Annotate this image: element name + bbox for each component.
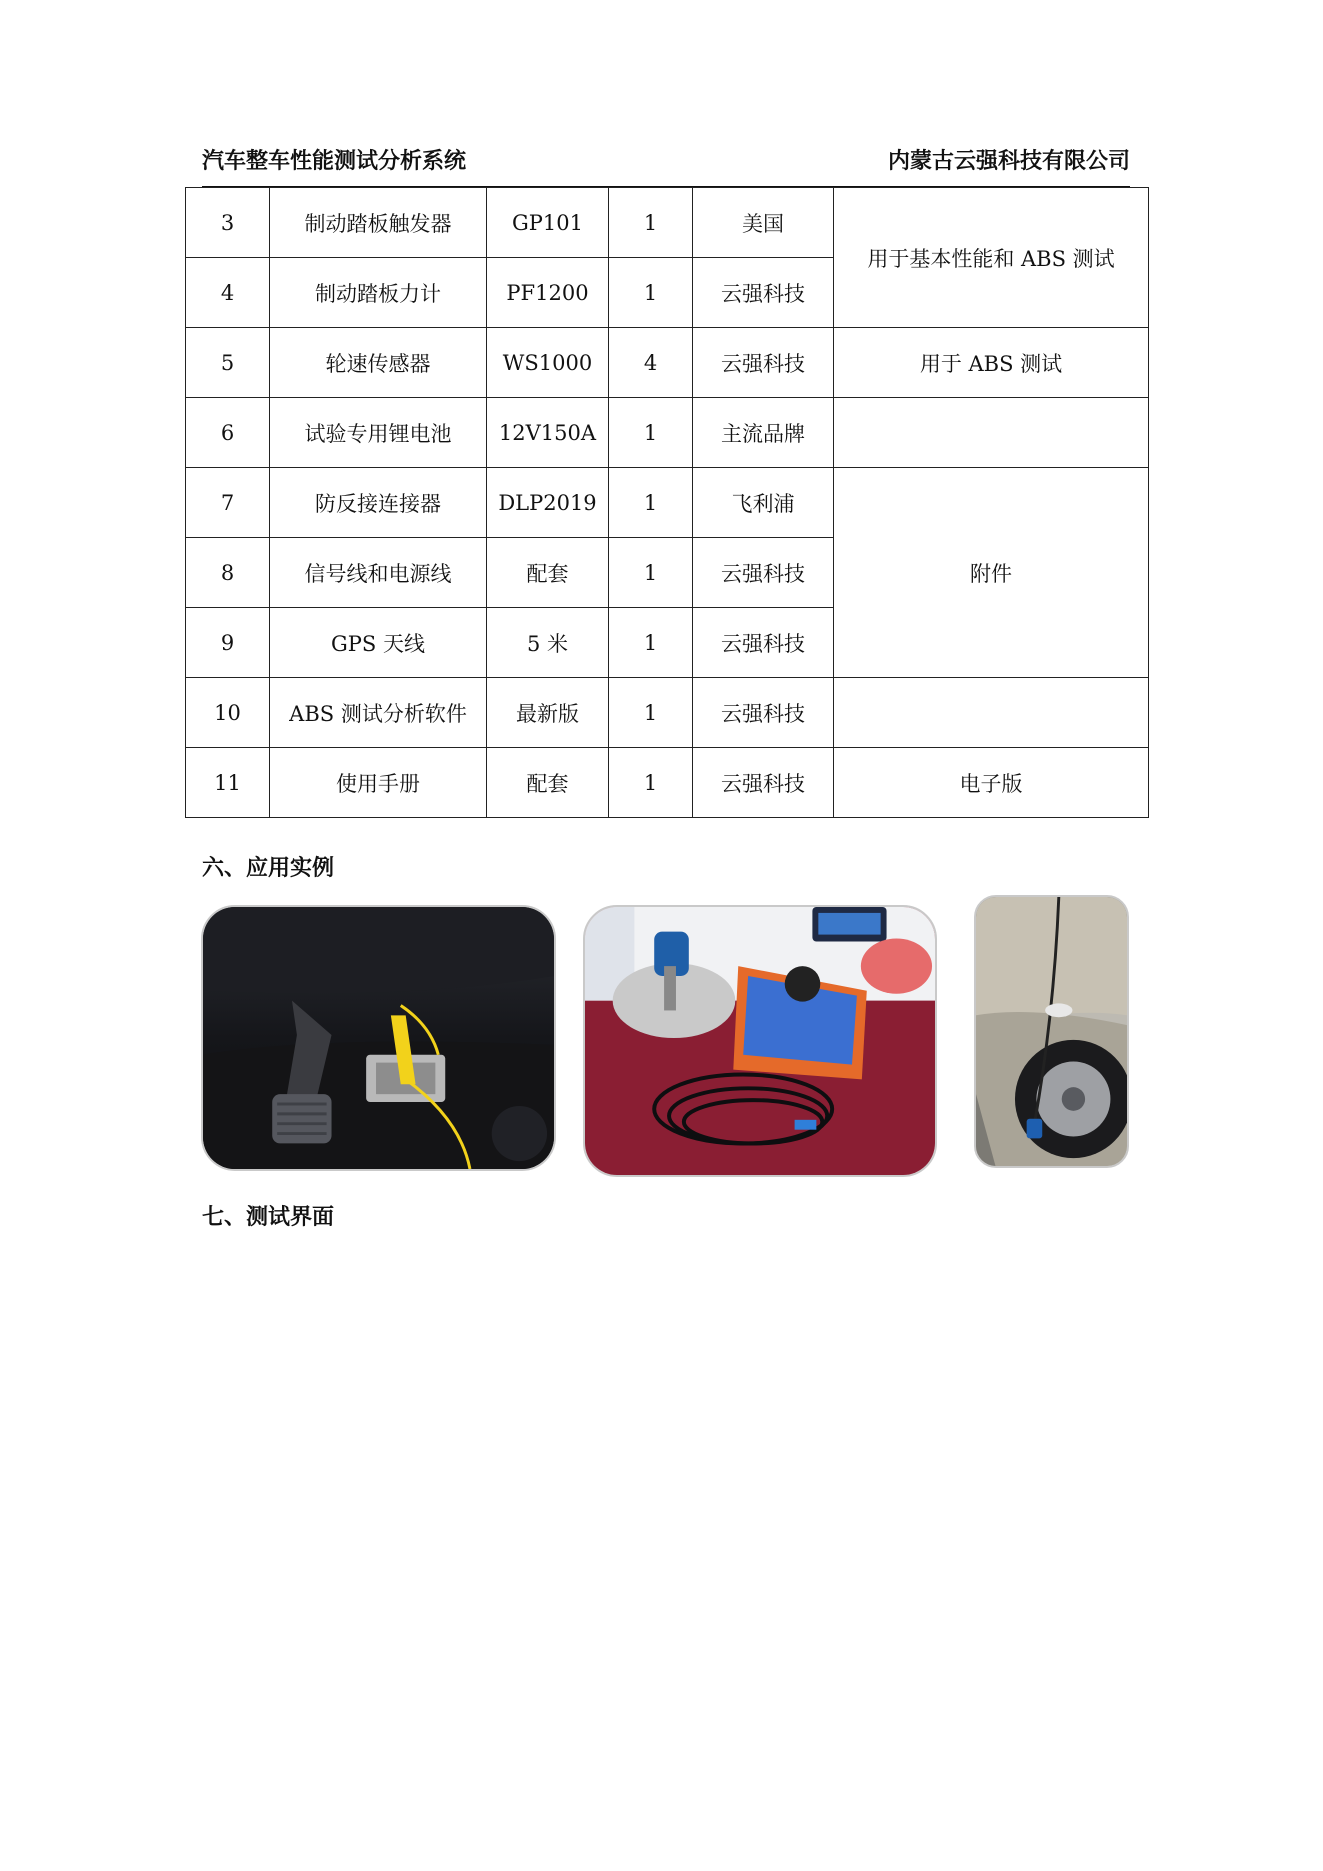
item-name: ABS 测试分析软件 [270, 678, 487, 748]
photo-equipment-display [583, 905, 937, 1177]
item-name: 制动踏板力计 [270, 258, 487, 328]
row-number: 6 [186, 398, 270, 468]
item-remark [834, 678, 1149, 748]
equipment-table [185, 187, 1149, 818]
document-title: 汽车整车性能测试分析系统 [202, 149, 467, 174]
item-origin: 云强科技 [693, 748, 834, 818]
item-remark: 用于 ABS 测试 [834, 328, 1149, 398]
item-origin: 云强科技 [693, 328, 834, 398]
item-model: GP101 [487, 188, 609, 258]
item-quantity: 1 [609, 748, 693, 818]
row-number: 11 [186, 748, 270, 818]
item-quantity: 4 [609, 328, 693, 398]
row-number: 5 [186, 328, 270, 398]
row-number: 3 [186, 188, 270, 258]
item-name: 制动踏板触发器 [270, 188, 487, 258]
item-remark [834, 398, 1149, 468]
item-remark: 电子版 [834, 748, 1149, 818]
item-name: 防反接连接器 [270, 468, 487, 538]
item-origin: 云强科技 [693, 258, 834, 328]
section-heading-applications: 六、应用实例 [202, 856, 335, 881]
item-quantity: 1 [609, 468, 693, 538]
item-model: 12V150A [487, 398, 609, 468]
table-row [186, 398, 1149, 468]
page-header [202, 136, 1130, 188]
item-origin: 云强科技 [693, 608, 834, 678]
item-model: DLP2019 [487, 468, 609, 538]
item-quantity: 1 [609, 608, 693, 678]
item-name: GPS 天线 [270, 608, 487, 678]
table-row [186, 468, 1149, 538]
row-number: 4 [186, 258, 270, 328]
row-number: 7 [186, 468, 270, 538]
table-row [186, 748, 1149, 818]
item-quantity: 1 [609, 538, 693, 608]
table-row [186, 328, 1149, 398]
pedal-photo-drawing [203, 907, 554, 1169]
item-model: PF1200 [487, 258, 609, 328]
item-origin: 云强科技 [693, 538, 834, 608]
row-number: 9 [186, 608, 270, 678]
item-quantity: 1 [609, 678, 693, 748]
item-quantity: 1 [609, 398, 693, 468]
row-number: 10 [186, 678, 270, 748]
equipment-photo-drawing [585, 907, 935, 1175]
item-origin: 云强科技 [693, 678, 834, 748]
item-name: 试验专用锂电池 [270, 398, 487, 468]
item-model: 配套 [487, 538, 609, 608]
item-remark: 用于基本性能和 ABS 测试 [834, 188, 1149, 328]
company-name: 内蒙古云强科技有限公司 [887, 149, 1130, 174]
item-quantity: 1 [609, 258, 693, 328]
section-heading-interface: 七、测试界面 [202, 1205, 335, 1230]
item-remark: 附件 [834, 468, 1149, 678]
item-name: 信号线和电源线 [270, 538, 487, 608]
item-model: 最新版 [487, 678, 609, 748]
item-name: 轮速传感器 [270, 328, 487, 398]
item-quantity: 1 [609, 188, 693, 258]
table-row [186, 678, 1149, 748]
photo-wheel-sensor [974, 895, 1129, 1168]
item-origin: 美国 [693, 188, 834, 258]
item-model: 5 米 [487, 608, 609, 678]
item-name: 使用手册 [270, 748, 487, 818]
wheel-sensor-photo-drawing [976, 897, 1127, 1166]
photo-pedal-installation [201, 905, 556, 1171]
row-number: 8 [186, 538, 270, 608]
item-origin: 飞利浦 [693, 468, 834, 538]
item-model: WS1000 [487, 328, 609, 398]
item-model: 配套 [487, 748, 609, 818]
item-origin: 主流品牌 [693, 398, 834, 468]
table-row [186, 188, 1149, 258]
